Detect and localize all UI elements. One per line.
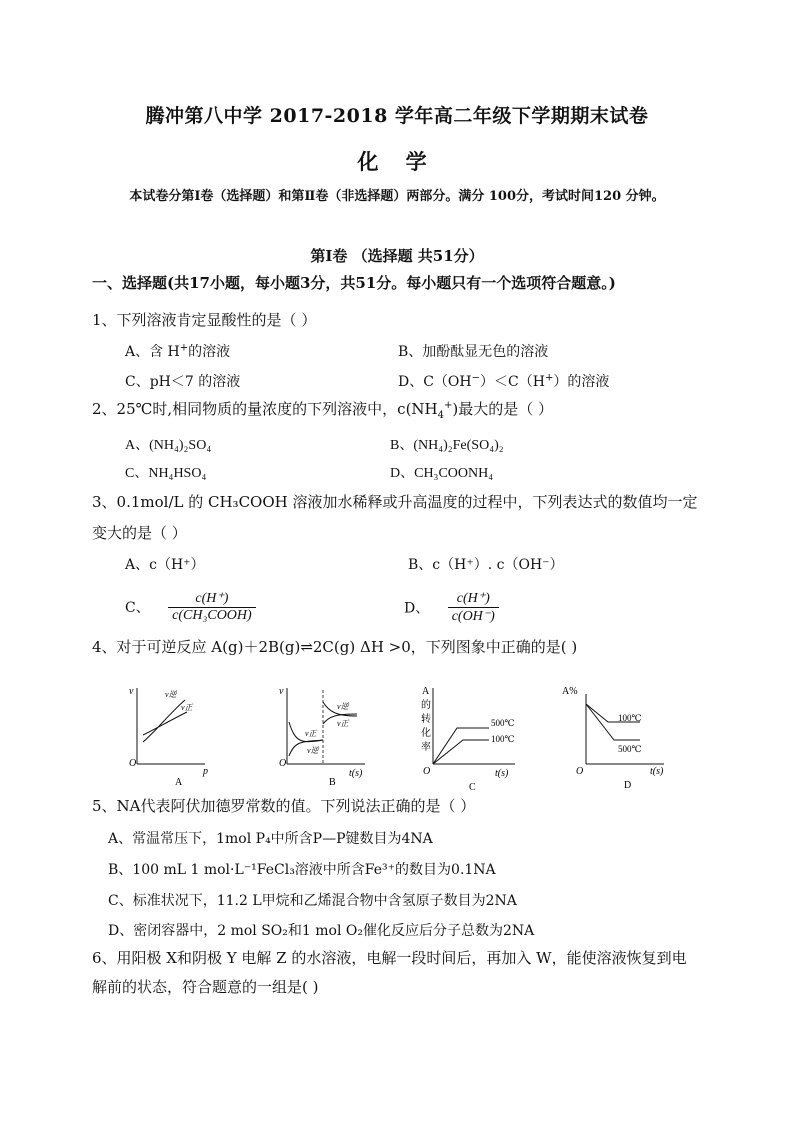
graph-a-y-label: v (129, 686, 134, 697)
q3-stem-line1: 3、0.1mol/L 的 CH₃COOH 溶液加水稀释或升高温度的过程中，下列表达式的数值均一定 (92, 493, 698, 511)
graph-c-y-label-3: 转 (421, 714, 431, 725)
q3-d-denominator: c(OH⁻) (448, 607, 499, 625)
graph-d-line2-label: 500℃ (618, 744, 642, 754)
graph-a-caption: A (175, 777, 183, 788)
q3-option-c (125, 590, 256, 624)
q2-option-c: C、NH₄HSO₄ (125, 466, 207, 481)
graph-b-origin: O (279, 758, 287, 769)
exam-note: 本试卷分第Ⅰ卷（选择题）和第Ⅱ卷（非选择题）两部分。满分 100分，考试时间120 分钟。 (129, 189, 665, 204)
q1-a-text2: 的溶液 (188, 344, 231, 360)
q5-option-b: B、100 mL 1 mol·L⁻¹FeCl₃溶液中所含Fe³⁺的数目为0.1NA (108, 862, 496, 878)
q5-stem: 5、NA代表阿伏加德罗常数的值。下列说法正确的是（ ） (92, 797, 476, 815)
graph-c-y-label-2: 的 (421, 700, 431, 711)
q5-option-a: A、常温常压下，1mol P₄中所含P—P键数目为4NA (108, 831, 433, 847)
graph-c-y-label-5: 率 (421, 742, 431, 753)
q1-option-c: C、pH＜7 的溶液 (125, 374, 241, 390)
graph-b-x-label: t(s) (349, 768, 363, 779)
graph-d-origin: O (576, 766, 584, 777)
q2-stem-text1: 2、25℃时,相同物质的量浓度的下列溶液中，c(NH (92, 400, 438, 418)
graph-c-line1-label: 500℃ (491, 718, 515, 728)
graph-b-y-label: v (279, 686, 284, 697)
graph-b-curve4-label: v正 (337, 719, 349, 728)
q3-c-label: C、 (125, 600, 150, 616)
part1-heading: 第Ⅰ卷 （选择题 共51分） (310, 247, 484, 265)
q1-option-d (398, 371, 609, 391)
graph-c-line-500 (433, 728, 489, 764)
graph-b-curve1-label: v正 (305, 729, 317, 738)
graph-a-origin: O (129, 758, 137, 769)
q3-c-denominator: c(CH₃COOH) (168, 607, 256, 624)
q3-d-label: D、 (404, 600, 430, 617)
q3-c-fraction (168, 590, 256, 624)
graph-a-curve-forward (143, 712, 187, 735)
graph-c-caption: C (469, 782, 476, 793)
graph-c-origin: O (423, 766, 431, 777)
q2-stem (92, 398, 553, 421)
graph-d-x-label: t(s) (650, 766, 664, 777)
q2-option-d: D、CH₃COONH₄ (390, 466, 494, 481)
graph-d-caption: D (624, 780, 632, 791)
q6-stem-line2: 解前的状态，符合题意的一组是( ) (92, 978, 319, 996)
q3-option-d (404, 590, 499, 625)
subject-text: 化 学 (357, 149, 437, 174)
graph-b-curve3-label: v逆 (337, 702, 349, 711)
exam-title: 腾冲第八中学 2017-2018 学年高二年级下学期期末试卷 (145, 105, 649, 127)
graph-d-line1-label: 100℃ (618, 713, 642, 723)
q3-option-a: A、c（H⁺） (125, 557, 205, 573)
q2-stem-sub: 4 (437, 410, 445, 421)
q1-option-b: B、加酚酞显无色的溶液 (398, 344, 549, 360)
q1-option-a (125, 341, 230, 361)
q2-stem-sup: + (444, 400, 453, 411)
q1-d-text3: ）的溶液 (553, 374, 610, 390)
q1-d-sup2: + (544, 372, 554, 384)
q5-option-d: D、密闭容器中，2 mol SO₂和1 mol O₂催化反应后分子总数为2NA (108, 923, 535, 939)
graph-d (560, 680, 675, 795)
graph-a-x-label: p (203, 766, 208, 777)
graph-a (125, 680, 215, 790)
graph-a-curve1-label: v逆 (165, 690, 177, 699)
q6-stem-line1: 6、用阳极 X和阴极 Y 电解 Z 的水溶液，电解一段时间后，再加入 W，能使溶液恢复到电 (92, 949, 687, 967)
q1-a-text: A、含 H (125, 344, 180, 360)
q3-c-numerator: c(H⁺) (195, 591, 229, 606)
graph-c (415, 680, 530, 795)
q4-stem: 4、对于可逆反应 A(g)＋2B(g)⇌2C(g) ΔH >0，下列图象中正确的是( ) (92, 638, 578, 656)
graph-b-curve2-label: v逆 (307, 746, 319, 755)
graph-c-x-label: t(s) (495, 768, 509, 779)
q3-d-fraction (448, 590, 499, 625)
graph-c-line2-label: 100℃ (491, 734, 515, 744)
graph-a-curve2-label: v正 (181, 703, 193, 712)
q1-d-text1: D、C（OH (398, 374, 472, 390)
q2-option-b: B、(NH₄)₂Fe(SO₄)₂ (390, 438, 504, 453)
q1-stem: 1、下列溶液肯定显酸性的是（ ） (92, 311, 317, 329)
q1-d-sup1: − (471, 372, 481, 384)
q5-option-c: C、标准状况下，11.2 L甲烷和乙烯混合物中含氢原子数目为2NA (108, 893, 517, 909)
subject-heading (0, 146, 794, 176)
q2-stem-text2: )最大的是（ ） (452, 400, 554, 418)
graph-c-y-label-4: 化 (421, 728, 431, 739)
graph-a-curve-reverse (143, 700, 185, 742)
q2-option-a: A、(NH₄)₂SO₄ (125, 438, 212, 453)
q3-stem-line2: 变大的是（ ） (92, 524, 187, 542)
q1-d-text2: ）＜C（H (480, 374, 545, 390)
section-instructions: 一、选择题(共17小题，每小题3分，共51分。每小题只有一个选项符合题意。) (92, 274, 616, 292)
q3-d-numerator: c(H⁺) (456, 591, 490, 606)
q1-a-sup: + (179, 342, 189, 354)
graph-c-y-label-1: A (422, 686, 430, 697)
graph-b (275, 680, 375, 790)
graph-b-caption: B (329, 777, 336, 788)
graph-d-y-label: A% (562, 686, 578, 697)
q3-option-b: B、c（H⁺）. c（OH⁻） (408, 557, 564, 573)
